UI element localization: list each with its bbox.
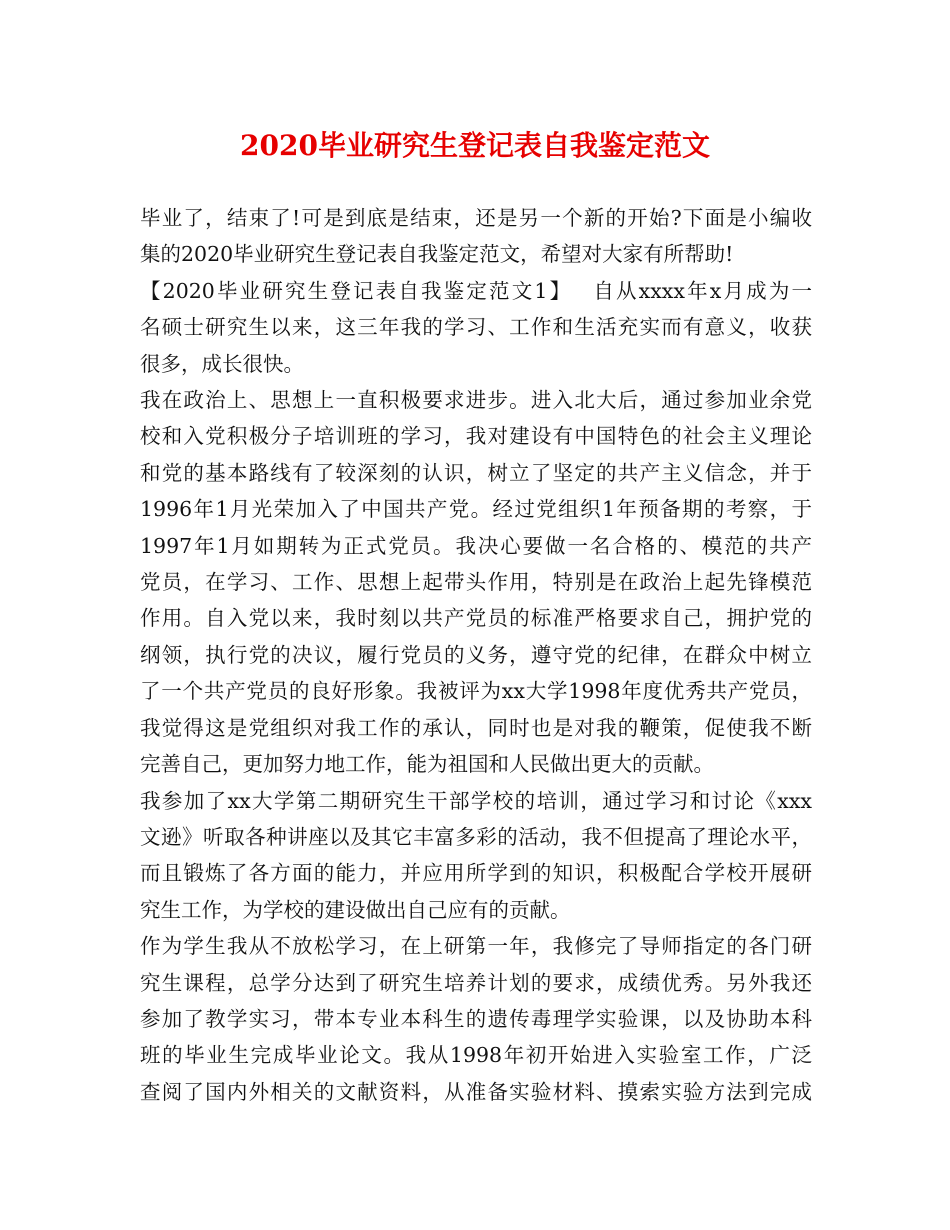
body-line: 我参加了xx大学第二期研究生干部学校的培训，通过学习和讨论《xxx [140, 788, 812, 813]
body-line: 作用。自入党以来，我时刻以共产党员的标准严格要求自己，拥护党的 [140, 606, 812, 631]
body-line: 和党的基本路线有了较深刻的认识，树立了坚定的共产主义信念，并于 [140, 460, 812, 485]
document-body [140, 200, 812, 1110]
body-line: 名硕士研究生以来，这三年我的学习、工作和生活充实而有意义，收获 [140, 315, 812, 340]
document-title: 2020毕业研究生登记表自我鉴定范文 [240, 129, 710, 162]
body-line: 1997年1月如期转为正式党员。我决心要做一名合格的、模范的共产 [140, 533, 812, 558]
body-line: 参加了教学实习，带本专业本科生的遗传毒理学实验课，以及协助本科 [140, 1006, 812, 1031]
body-line: 完善自己，更加努力地工作，能为祖国和人民做出更大的贡献。 [140, 752, 714, 777]
body-line: 文逊》听取各种讲座以及其它丰富多彩的活动，我不但提高了理论水平， [140, 824, 812, 849]
body-line: 查阅了国内外相关的文献资料，从准备实验材料、摸索实验方法到完成 [140, 1079, 812, 1104]
body-line: 班的毕业生完成毕业论文。我从1998年初开始进入实验室工作，广泛 [140, 1043, 812, 1068]
body-line: 了一个共产党员的良好形象。我被评为xx大学1998年度优秀共产党员， [140, 679, 812, 704]
body-line: 校和入党积极分子培训班的学习，我对建设有中国特色的社会主义理论 [140, 424, 812, 449]
body-line: 究生工作，为学校的建设做出自己应有的贡献。 [140, 897, 571, 922]
body-line: 纲领，执行党的决议，履行党员的义务，遵守党的纪律，在群众中树立 [140, 642, 812, 667]
body-line: 1996年1月光荣加入了中国共产党。经过党组织1年预备期的考察，于 [140, 497, 812, 522]
body-line: 党员，在学习、工作、思想上起带头作用，特别是在政治上起先锋模范 [140, 570, 812, 595]
body-line: 作为学生我从不放松学习，在上研第一年，我修完了导师指定的各门研 [140, 934, 812, 959]
body-line: 而且锻炼了各方面的能力，并应用所学到的知识，积极配合学校开展研 [140, 861, 812, 886]
body-line: 我在政治上、思想上一直积极要求进步。进入北大后，通过参加业余党 [140, 388, 812, 413]
body-line: 【2020毕业研究生登记表自我鉴定范文1】 自从xxxx年x月成为一 [140, 278, 812, 303]
body-line: 毕业了，结束了!可是到底是结束，还是另一个新的开始?下面是小编收 [140, 206, 812, 230]
body-line: 很多，成长很快。 [140, 351, 304, 376]
body-line: 集的2020毕业研究生登记表自我鉴定范文，希望对大家有所帮助! [140, 242, 734, 267]
body-line: 我觉得这是党组织对我工作的承认，同时也是对我的鞭策，促使我不断 [140, 715, 812, 740]
body-line: 究生课程，总学分达到了研究生培养计划的要求，成绩优秀。另外我还 [140, 970, 812, 995]
